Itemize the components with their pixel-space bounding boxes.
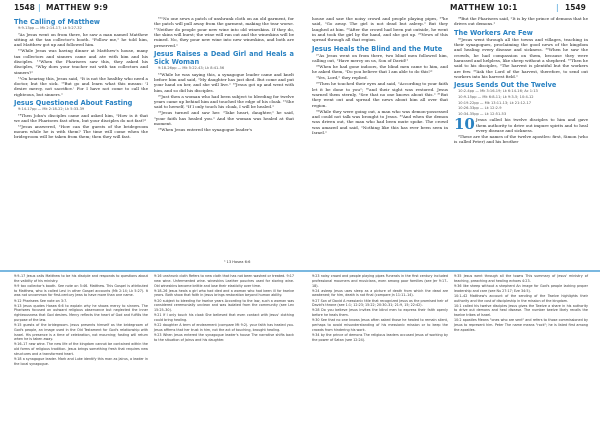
- study-note: 9:35 Jesus went through all the towns This summary of Jesus' ministry of teaching, preaching and healing echoes 4:23.: [454, 274, 588, 283]
- study-note: 9:15 guests of the bridegroom. Jesus presents himself as the bridegroom of God's people, an image used in the Old Testament for God's relationship with Israel. His presence is a time of celebration, not mourning; fasting will return when he is taken away.: [14, 323, 148, 342]
- study-note: 10:1–42 Matthew's account of the sending of the Twelve highlights their authority and the cost of discipleship in the mission of the kingdom.: [454, 293, 588, 303]
- study-notes-column-4: [454, 274, 588, 333]
- left-running-head: MATTHEW 9:9: [46, 3, 109, 12]
- notes-divider: [0, 270, 600, 272]
- parallel-reference: 10:26-33pp — Lk 12:2-9: [458, 106, 502, 111]
- study-note: 9:18–26 Jesus heals a girl who had died and a woman who had been ill for twelve years. Both show that faith in Jesus brings restoration beyond human ability.: [154, 288, 294, 298]
- verse-text: Jesus called his twelve disciples to him and gave them authority to drive out impure spirits and to heal every disease and sickness.: [475, 117, 588, 134]
- study-notes-column-2: [154, 274, 294, 343]
- chapter-opening-paragraph: [454, 117, 588, 133]
- verse-paragraph: ⁹As Jesus went on from there, he saw a man named Matthew sitting at the tax collector's booth. "Follow me," he told him, and Matthew got up and followed him.: [14, 31, 148, 48]
- parallel-reference: 10:19-22pp — Mk 13:11-13; Lk 21:12-17: [458, 100, 532, 105]
- verse-paragraph: ²⁹Then he touched their eyes and said, "According to your faith let it be done to you"; ³⁰and their sight was restored. Jesus warned them sternly, "See that no one knows about this." ³¹But they went out and spread the news about him all over that region.: [312, 81, 448, 108]
- text-column-1: [14, 16, 148, 140]
- right-page-number: 1549: [565, 3, 586, 12]
- verse-paragraph: house and saw the noisy crowd and people playing pipes, ²⁴he said, "Go away. The girl is not dead but asleep." But they laughed at him. ²⁵After the crowd had been put outside, he went in and took the girl by the hand, and she got up. ²⁶News of this spread through all that region.: [312, 16, 448, 43]
- study-note: 9:36 like sheep without a shepherd An image for God's people lacking proper leadership and care (see Nu 27:17; Eze 34:5).: [454, 283, 588, 293]
- study-note: 9:23 noisy crowd and people playing pipes Funerals in the first century included professional mourners and musicians, even among poor families (see Jer 9:17–18).: [312, 274, 448, 288]
- verse-paragraph: ²⁷As Jesus went on from there, two blind men followed him, calling out, "Have mercy on us, Son of David!": [312, 52, 448, 64]
- study-note: 9:27 Son of David A messianic title that recognized Jesus as the promised heir of David's throne (see 1:1; 12:23; 15:22; 20:30–31; 21:9, 15; 22:42).: [312, 298, 448, 308]
- parallel-reference: 10:2-4pp — Mk 3:16-19; Lk 6:14-16; Ac 1:13: [458, 89, 538, 94]
- verse-paragraph: ³²While they were going out, a man who was demon-possessed and could not talk was brought to Jesus. ³³And when the demon was driven out, the man who had been mute spoke. The crowd was amazed and said, "Nothing like this has ever been seen in Israel.": [312, 108, 448, 135]
- left-separator: |: [38, 3, 41, 12]
- study-note: 9:12 Pharisees See note on 3:7.: [14, 298, 68, 303]
- page-header: [0, 0, 600, 16]
- study-note: 9:20 subject to bleeding for twelve years According to the law, such a woman was considered ceremonially unclean and was isolated from the community (see Lev 15:25–30).: [154, 298, 294, 313]
- verse-paragraph: ³⁵Jesus went through all the towns and villages, teaching in their synagogues, proclaiming the good news of the kingdom and healing every disease and sickness. ³⁶When he saw the crowds, he had compassion on them, because they were harassed and helpless, like sheep without a shepherd. ³⁷Then he said to his disciples, "The harvest is plentiful but the workers are few. ³⁸Ask the Lord of the harvest, therefore, to send out workers into his harvest field.": [454, 36, 588, 80]
- study-note: 10:1 called his twelve disciples Jesus gives the Twelve a share in his authority to drive out demons and heal disease. The number twelve likely recalls the twelve tribes of Israel.: [454, 303, 588, 318]
- study-note: 9:9–17 Jesus calls Matthew to be his disciple and responds to questions about the validity of his ministry.: [14, 274, 148, 283]
- footnote: ᵃ 13 Hosea 6:6: [224, 260, 251, 264]
- left-page-number: 1548: [14, 3, 35, 12]
- parallel-reference: 9:14-17pp — Mk 2:18-22; Lk 5:33-39: [18, 106, 85, 111]
- verse-paragraph: ¹⁶"No one sews a patch of unshrunk cloth on an old garment, for the patch will pull away from the garment, making the tear worse. ¹⁷Neither do people pour new wine into old wineskins. If they do, the skins will burst; the wine will run out and the wineskins will be ruined. No, they pour new wine into new wineskins, and both are preserved.": [154, 16, 294, 48]
- parallel-reference: 10:9-15pp — Mk 6:8-11; Lk 9:3-5; 10:4-12: [458, 95, 534, 100]
- right-separator: |: [556, 3, 559, 12]
- parallel-reference: 9:18-26pp — Mk 5:22-43; Lk 8:41-56: [158, 66, 225, 71]
- study-note: 10:2 apostles Means "ones who are sent" and refers to those commissioned by Jesus to represent him. Peter The name means "rock"; he is listed first among the apostles.: [454, 318, 588, 332]
- verse-paragraph: ²⁸When he had gone indoors, the blind men came to him, and he asked them, "Do you believe that I am able to do this?": [312, 64, 448, 75]
- section-heading: Jesus Questioned About Fasting: [14, 98, 133, 107]
- study-note: 9:16–17 new wine. The new life of the kingdom cannot be contained within the old forms of religious tradition. Jesus brings something fresh that requires new structures and a transformed heart.: [14, 342, 148, 356]
- study-notes-column-1: [14, 274, 148, 367]
- text-column-4: [454, 16, 588, 145]
- study-note: 9:16 unshrunk cloth Refers to new cloth that has not been washed or treated. 9:17 new wine. Unfermented wine. wineskins Leather pouches used for storing wine. Old wineskins become brittle and lose their elasticity over time.: [154, 274, 294, 288]
- verse-paragraph: ¹⁸While he was saying this, a synagogue leader came and knelt before him and said, "My daughter has just died. But come and put your hand on her, and she will live." ¹⁹Jesus got up and went with him, and so did his disciples.: [154, 71, 294, 93]
- parallel-reference: 10:34-35pp — Lk 12:51-53: [458, 111, 507, 116]
- study-note: 9:13 Jesus quotes Hosea 6:6 to explain why he shows mercy to sinners. The Pharisees focused on outward religious observance but neglected the inner righteousness that God desires. Mercy reflects the heart of God and fulfills the purpose of the law.: [14, 303, 148, 322]
- text-column-2: [154, 16, 294, 133]
- verse-paragraph: ²⁰Just then a woman who had been subject to bleeding for twelve years came up behind him and touched the edge of his cloak. ²¹She said to herself, "If I only touch his cloak, I will be healed.": [154, 93, 294, 110]
- text-column-3: [312, 16, 448, 136]
- study-note: 9:28 Do you believe Jesus invites the blind men to express their faith openly before he heals them.: [312, 308, 448, 318]
- study-note: 9:9 tax collector's booth. See note on 5:46. Matthew. This Gospel is attributed to Matthew, who is called Levi in other Gospel accounts (Mk 2:14; Lk 5:27). It was not uncommon for first-century Jews to have more than one name.: [14, 283, 148, 298]
- study-note: 9:34 by the prince of demons The religious leaders accused Jesus of working by the power of Satan (see 12:24).: [312, 332, 448, 342]
- verse-paragraph: ²These are the names of the twelve apostles: first, Simon (who is called Peter) and his brother: [454, 134, 588, 145]
- study-note: 9:18 a synagogue leader. Mark and Luke identify this man as Jairus, a leader in the local synagogue.: [14, 357, 148, 366]
- study-note: 9:23 When Jesus entered the synagogue leader's house The narrative shifts back to the situation of Jairus and his daughter.: [154, 332, 294, 342]
- right-running-head: MATTHEW 10:1: [450, 3, 518, 12]
- verse-paragraph: "Yes, Lord," they replied.: [316, 75, 368, 81]
- section-heading: The Calling of Matthew: [14, 18, 101, 26]
- section-heading: Jesus Sends Out the Twelve: [454, 81, 557, 90]
- section-heading: Jesus Heals the Blind and the Mute: [312, 44, 443, 53]
- study-note: 9:21 If I only touch his cloak She believed that even contact with Jesus' clothing could bring healing.: [154, 313, 294, 322]
- section-heading: Jesus Raises a Dead Girl and Heals a Sick Woman: [154, 50, 294, 67]
- verse-paragraph: ¹⁵Jesus answered, "How can the guests of the bridegroom mourn while he is with them? The time will come when the bridegroom will be taken from them; then they will fast.: [14, 123, 148, 140]
- study-note: 9:24 asleep Jesus uses sleep as a picture of death from which the dead are awakened; for him, death is not final (compare Jn 11:11–14).: [312, 288, 448, 298]
- verse-paragraph: ¹²On hearing this, Jesus said, "It is not the healthy who need a doctor, but the sick. ¹³But go and learn what this means: 'I desire mercy, not sacrifice.' For I have not come to call the righteous, but sinners.": [14, 75, 148, 97]
- verse-paragraph: ³⁴But the Pharisees said, "It is by the prince of demons that he drives out demons.": [454, 16, 588, 27]
- verse-paragraph: ¹⁰While Jesus was having dinner at Matthew's house, many tax collectors and sinners came and ate with him and his disciples. ¹¹When the Pharisees saw this, they asked his disciples, "Why does your teacher eat with tax collectors and sinners?": [14, 48, 148, 75]
- study-note: 9:22 daughter A term of endearment (compare Mt 9:2). your faith has healed you. Jesus affirms that her trust in him, not the act of touching, brought healing.: [154, 323, 294, 332]
- chapter-drop-number: 10: [454, 115, 475, 134]
- verse-paragraph: ²²Jesus turned and saw her. "Take heart, daughter," he said, "your faith has healed you." And the woman was healed at that moment.: [154, 110, 294, 126]
- parallel-reference: 9:9-13pp — Mk 2:14-17; Lk 5:27-32: [18, 26, 82, 30]
- study-notes-column-3: [312, 274, 448, 343]
- study-note: 9:30 See that no one knows Jesus often asked those he healed to remain silent, perhaps to avoid misunderstanding of his messianic mission or to keep the crowds from hindering his work.: [312, 318, 448, 332]
- section-heading: The Workers Are Few: [454, 28, 533, 37]
- verse-paragraph: ²³When Jesus entered the synagogue leader's: [158, 126, 253, 132]
- verse-paragraph: ¹⁴Then John's disciples came and asked him, "How is it that we and the Pharisees fast often, but your disciples do not fast?": [14, 112, 148, 123]
